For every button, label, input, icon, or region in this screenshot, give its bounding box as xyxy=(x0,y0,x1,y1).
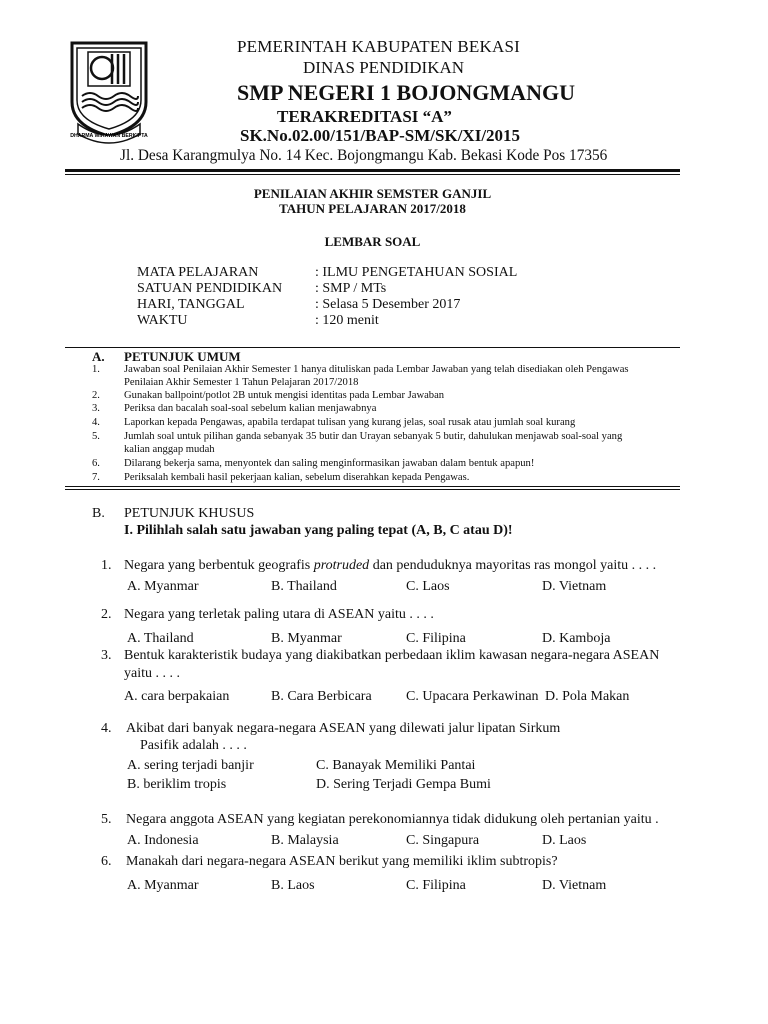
question-number: 4. xyxy=(101,721,112,736)
option: B. Cara Berbicara xyxy=(271,689,372,704)
section-a-letter: A. xyxy=(92,349,105,364)
info-value: : 120 menit xyxy=(315,313,379,328)
question-number: 5. xyxy=(101,812,112,827)
option: B. beriklim tropis xyxy=(127,777,227,792)
option: B. Thailand xyxy=(271,579,337,594)
instruction-text: Periksalah kembali hasil pekerjaan kalian, sebelum diserahkan kepada Pengawas. xyxy=(124,472,470,483)
header-divider-thin xyxy=(65,174,680,175)
option: B. Myanmar xyxy=(271,631,342,646)
question-text-cont: Pasifik adalah . . . . xyxy=(140,738,247,753)
option: D. Laos xyxy=(542,833,587,848)
option: C. Filipina xyxy=(406,878,466,893)
decree-number: SK.No.02.00/151/BAP-SM/SK/XI/2015 xyxy=(240,126,521,145)
option: D. Kamboja xyxy=(542,631,611,646)
section-b-instruction: I. Pilihlah salah satu jawaban yang paling tepat (A, B, C atau D)! xyxy=(124,523,513,538)
question-number: 6. xyxy=(101,854,112,869)
school-logo xyxy=(68,40,150,150)
logo-motto: DHARMA WIRAWAN BERKIPTA xyxy=(70,133,148,139)
option: A. Myanmar xyxy=(127,579,199,594)
option: D. Pola Makan xyxy=(545,689,630,704)
option: A. sering terjadi banjir xyxy=(127,758,254,773)
government-name: PEMERINTAH KABUPATEN BEKASI xyxy=(237,37,520,56)
section-a-bottom-rule-2 xyxy=(65,489,680,490)
sheet-title: LEMBAR SOAL xyxy=(324,234,421,249)
section-b-letter: B. xyxy=(92,506,105,521)
italic-term: protruded xyxy=(313,558,370,573)
school-name: SMP NEGERI 1 BOJONGMANGU xyxy=(237,80,575,105)
exam-title: PENILAIAN AKHIR SEMSTER GANJIL xyxy=(253,186,492,201)
section-a-title: PETUNJUK UMUM xyxy=(124,349,241,364)
section-a-top-rule xyxy=(65,347,680,348)
instruction-number: 2. xyxy=(92,390,100,401)
instruction-text: Dilarang bekerja sama, menyontek dan saling menginformasikan jawaban dalam bentuk apapun! xyxy=(124,458,535,469)
section-a-bottom-rule xyxy=(65,486,680,487)
instruction-text: Gunakan ballpoint/potlot 2B untuk mengisi identitas pada Lembar Jawaban xyxy=(124,390,445,401)
info-label: WAKTU xyxy=(137,313,188,328)
instruction-number: 4. xyxy=(92,417,100,428)
option: B. Malaysia xyxy=(271,833,339,848)
option: A. Thailand xyxy=(127,631,194,646)
instruction-text: kalian anggap mudah xyxy=(124,444,215,455)
question-number: 2. xyxy=(101,607,112,622)
instruction-number: 1. xyxy=(92,364,100,375)
option: A. cara berpakaian xyxy=(124,689,230,704)
question-text-cont: yaitu . . . . xyxy=(124,666,180,681)
question-text: Akibat dari banyak negara-negara ASEAN yang dilewati jalur lipatan Sirkum xyxy=(126,721,561,736)
department-name: DINAS PENDIDIKAN xyxy=(303,58,465,77)
instruction-text: Penilaian Akhir Semester 1 Tahun Pelajaran 2017/2018 xyxy=(124,377,359,388)
instruction-text: Jawaban soal Penilaian Akhir Semester 1 hanya dituliskan pada Lembar Jawaban yang telah disediakan oleh Pengawas xyxy=(124,364,629,375)
instruction-text: Laporkan kepada Pengawas, apabila terdapat tulisan yang kurang jelas, soal rusak atau jumlah soal kurang xyxy=(124,417,576,428)
option: C. Banayak Memiliki Pantai xyxy=(316,758,476,773)
question-text: Bentuk karakteristik budaya yang diakibatkan perbedaan iklim kawasan negara-negara ASEAN xyxy=(124,648,660,663)
info-value: : SMP / MTs xyxy=(315,281,387,296)
section-b-title: PETUNJUK KHUSUS xyxy=(124,506,255,521)
instruction-text: Jumlah soal untuk pilihan ganda sebanyak 35 butir dan Urayan sebanyak 5 butir, dahulukan menjawab soal-soal yang xyxy=(124,431,623,442)
option: C. Singapura xyxy=(406,833,480,848)
option: D. Vietnam xyxy=(542,878,607,893)
question-text: Negara yang terletak paling utara di ASEAN yaitu . . . . xyxy=(124,607,434,622)
info-label: SATUAN PENDIDIKAN xyxy=(137,281,283,296)
option: D. Vietnam xyxy=(542,579,607,594)
question-number: 3. xyxy=(101,648,112,663)
question-number: 1. xyxy=(101,558,112,573)
option: C. Upacara Perkawinan xyxy=(406,689,539,704)
option: B. Laos xyxy=(271,878,315,893)
option: A. Indonesia xyxy=(127,833,199,848)
option: C. Filipina xyxy=(406,631,466,646)
instruction-number: 7. xyxy=(92,472,100,483)
accreditation: TERAKREDITASI “A” xyxy=(277,107,452,126)
instruction-number: 6. xyxy=(92,458,100,469)
header-divider xyxy=(65,169,680,172)
question-text: Manakah dari negara-negara ASEAN berikut yang memiliki iklim subtropis? xyxy=(126,854,558,869)
info-label: HARI, TANGGAL xyxy=(137,297,245,312)
info-value: : Selasa 5 Desember 2017 xyxy=(315,297,461,312)
school-address: Jl. Desa Karangmulya No. 14 Kec. Bojongmangu Kab. Bekasi Kode Pos 17356 xyxy=(120,147,608,164)
instruction-number: 3. xyxy=(92,403,100,414)
question-text: Negara anggota ASEAN yang kegiatan perekonomiannya tidak didukung oleh pertanian yaitu . xyxy=(126,812,659,827)
exam-year: TAHUN PELAJARAN 2017/2018 xyxy=(279,201,466,216)
instruction-number: 5. xyxy=(92,431,100,442)
option: D. Sering Terjadi Gempa Bumi xyxy=(316,777,491,792)
option: C. Laos xyxy=(406,579,450,594)
question-text: Negara yang berbentuk geografis protruded dan penduduknya mayoritas ras mongol yaitu . . . . xyxy=(124,558,657,573)
option: A. Myanmar xyxy=(127,878,199,893)
info-label: MATA PELAJARAN xyxy=(137,265,259,280)
instruction-text: Periksa dan bacalah soal-soal sebelum kalian menjawabnya xyxy=(124,403,377,414)
info-value: : ILMU PENGETAHUAN SOSIAL xyxy=(315,265,518,280)
